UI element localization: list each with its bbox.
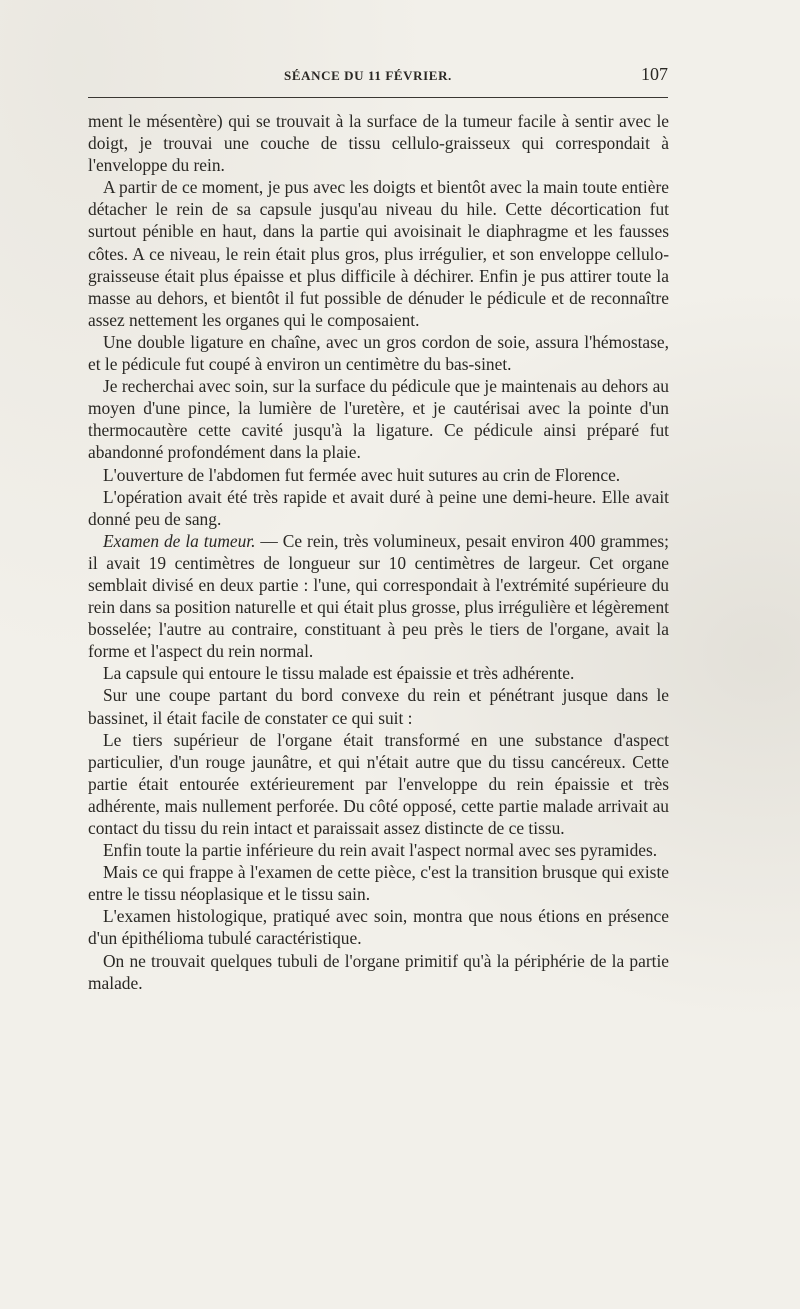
paragraph-8: La capsule qui entoure le tissu malade est épaissie et très adhérente. [103, 663, 575, 684]
body-text [88, 110, 669, 994]
paragraph-12: Mais ce qui frappe à l'examen de cette pièce, c'est la transition brusque qui existe entre le tissu néoplasique et le tissu sain. [88, 862, 669, 905]
paragraph-11: Enfin toute la partie inférieure du rein avait l'aspect normal avec ses pyramides. [103, 840, 658, 861]
paragraph-4: Je recherchai avec soin, sur la surface du pédicule que je maintenais au dehors au moyen d'une pince, la lumière de l'uretère, et je cautérisai avec la pointe d'un thermocautère cette cavité jusqu'à la ligature. Ce pédicule ainsi préparé fut abandonné profondément dans la plaie. [88, 376, 669, 463]
paragraph-5: L'ouverture de l'abdomen fut fermée avec huit sutures au crin de Florence. [103, 464, 621, 485]
paragraph-7-text: — Ce rein, très volumineux, pesait environ 400 grammes; il avait 19 centimètres de longueur sur 10 centimètres de largeur. Cet organe semblait divisé en deux partie : l'une, qui correspondait à l'extrémité supérieure du rein dans sa position naturelle et qui était plus grosse, plus irrégulière et légèrement bosselée; l'autre au contraire, constituant à peu près le tiers de l'organe, avait la forme et l'aspect du rein normal. [88, 530, 669, 662]
page-number: 107 [641, 64, 668, 84]
paragraph-7 [88, 530, 669, 663]
paragraph-10: Le tiers supérieur de l'organe était transformé en une substance d'aspect particulier, d'un rouge jaunâtre, et qui n'était autre que du tissu cancéreux. Cette partie était entourée extérieurement par l'enveloppe du rein épaissie et très adhérente, mais nullement perforée. Du côté opposé, cette partie malade arrivait au contact du tissu du rein intact et paraissait assez distincte de ce tissu. [88, 729, 669, 838]
paragraph-6: L'opération avait été très rapide et avait duré à peine une demi-heure. Elle avait donné peu de sang. [88, 486, 669, 529]
section-heading-italic: Examen de la tumeur. [103, 530, 256, 551]
paragraph-13: L'examen histologique, pratiqué avec soin, montra que nous étions en présence d'un épithélioma tubulé caractéristique. [88, 906, 669, 949]
running-title: SÉANCE DU 11 FÉVRIER. [284, 68, 452, 83]
running-head [88, 62, 668, 90]
paragraph-2: A partir de ce moment, je pus avec les doigts et bientôt avec la main toute entière détacher le rein de sa capsule jusqu'au niveau du hile. Cette décortication fut surtout pénible en haut, dans la partie qui avoisinait le diaphragme et les fausses côtes. A ce niveau, le rein était plus gros, plus irrégulier, et son enveloppe cellulo-graisseuse était plus épaisse et plus difficile à déchirer. Enfin je pus attirer toute la masse au dehors, et bientôt il fut possible de dénuder le pédicule et de reconnaître assez nettement les organes qui le composaient. [88, 177, 669, 330]
paragraph-3: Une double ligature en chaîne, avec un gros cordon de soie, assura l'hémostase, et le pédicule fut coupé à environ un centimètre du bas-sinet. [88, 331, 669, 375]
paragraph-1: ment le mésentère) qui se trouvait à la surface de la tumeur facile à sentir avec le doigt, je trouvai une couche de tissu cellulo-graisseux qui correspondait à l'enveloppe du rein. [88, 111, 669, 176]
header-rule [88, 97, 668, 98]
paragraph-9: Sur une coupe partant du bord convexe du rein et pénétrant jusque dans le bassinet, il était facile de constater ce qui suit : [88, 685, 669, 728]
paragraph-14: On ne trouvait quelques tubuli de l'organe primitif qu'à la périphérie de la partie malade. [88, 950, 669, 993]
